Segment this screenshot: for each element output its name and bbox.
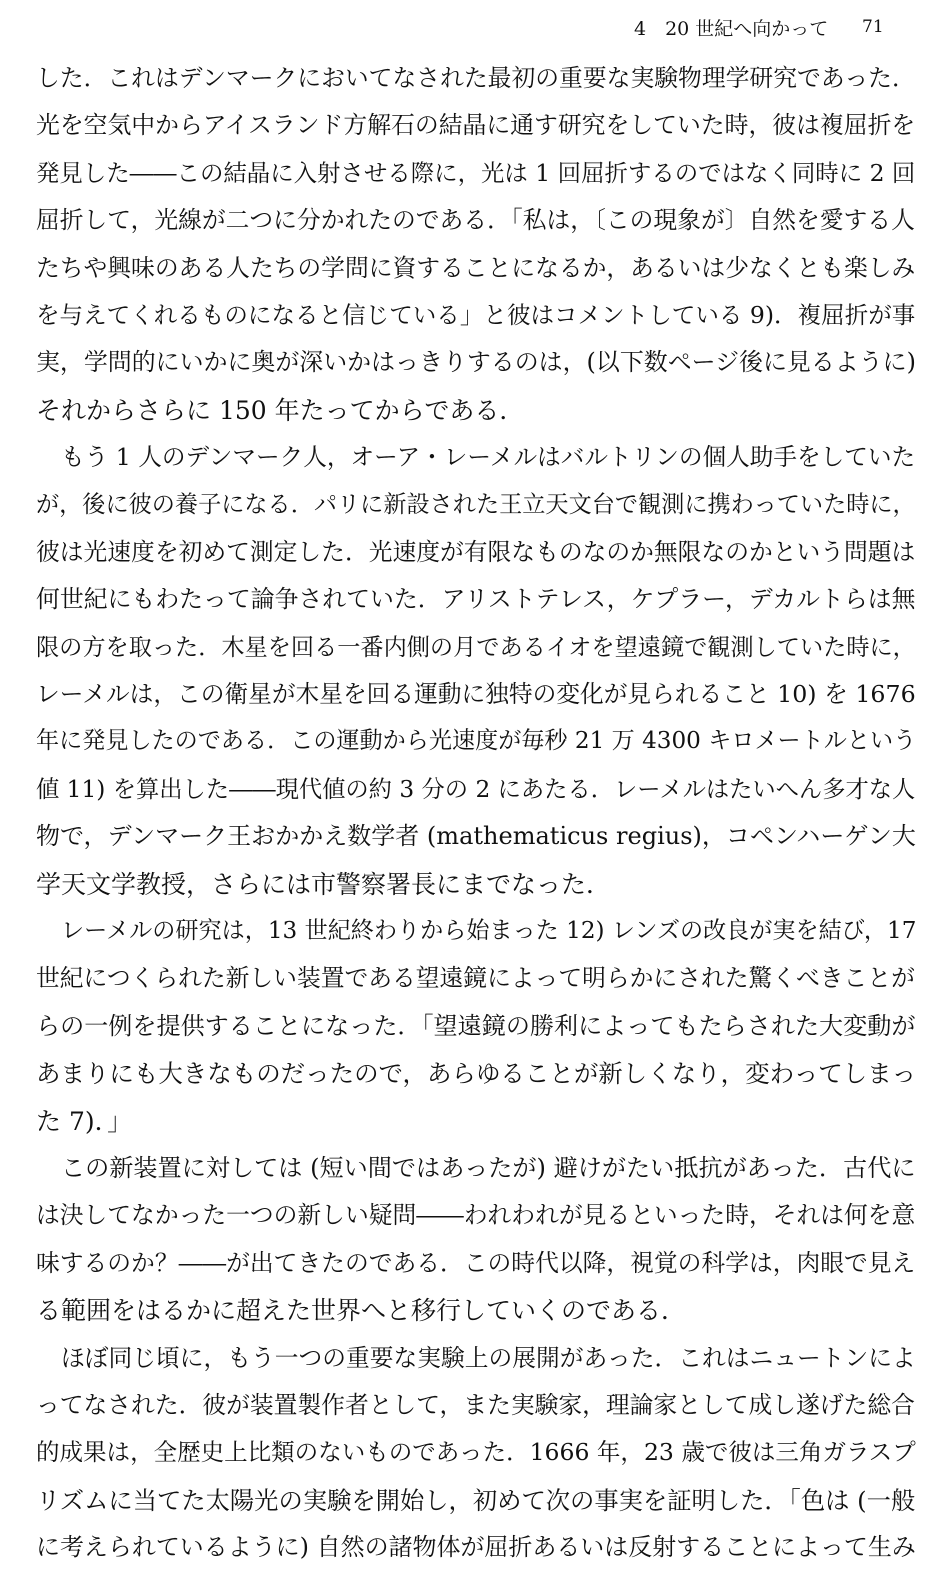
text-line: 限の方を取った．木星を回る一番内側の月であるイオを望遠鏡で観測していた時に， — [36, 633, 916, 661]
text-line: らの一例を提供することになった．「望遠鏡の勝利によってもたらされた大変動が — [36, 1011, 916, 1040]
text-line: 学天文学教授，さらには市警察署長にまでなった． — [36, 869, 612, 899]
body-text — [36, 55, 916, 1572]
text-line: は決してなかった一つの新しい疑問――われわれが見るといった時，それは何を意 — [36, 1201, 916, 1230]
paragraph-first-line: レーメルの研究は，13 世紀終わりから始まった 12) レンズの改良が実を結び，17 — [61, 918, 916, 945]
text-line: 味するのか？――が出てきたのである．この時代以降，視覚の科学は，肉眼で見え — [36, 1248, 916, 1277]
page-number: 71 — [862, 17, 884, 37]
text-line: 値 11) を算出した――現代値の約 3 分の 2 にあたる．レーメルはたいへん多才な人 — [36, 775, 916, 803]
paragraph-first-line: この新装置に対しては (短い間ではあったが) 避けがたい抵抗があった．古代に — [61, 1153, 916, 1182]
text-line: あまりにも大きなものだったので，あらゆることが新しくなり，変わってしまっ — [36, 1059, 916, 1089]
text-line: 物で，デンマーク王おかかえ数学者 (mathematicus regius)，コペンハーゲン大 — [36, 822, 916, 851]
text-line: を与えてくれるものになると信じている」と彼はコメントしている 9)．複屈折が事 — [36, 300, 916, 329]
running-header — [0, 8, 945, 42]
paragraph-first-line: ほぼ同じ頃に，もう一つの重要な実験上の展開があった．これはニュートンによ — [61, 1343, 916, 1372]
text-line: 何世紀にもわたって論争されていた．アリストテレス，ケプラー，デカルトらは無 — [36, 585, 916, 614]
text-line: 的成果は，全歴史上比類のないものであった．1666 年，23 歳で彼は三角ガラスプ — [36, 1438, 916, 1467]
text-line: 光を空気中からアイスランド方解石の結晶に通す研究をしていた時，彼は複屈折を — [36, 111, 916, 140]
text-line: 年に発見したのである．この運動から光速度が毎秒 21 万 4300 キロメートルという — [36, 728, 916, 755]
text-line: ってなされた．彼が装置製作者として，また実験家，理論家として成し遂げた総合 — [36, 1390, 915, 1419]
text-line: 世紀につくられた新しい装置である望遠鏡によって明らかにされた驚くべきことが — [36, 964, 915, 993]
text-line: る範囲をはるかに超えた世界へと移行していくのである． — [36, 1296, 687, 1326]
text-line: 実，学問的にいかに奥が深いかはっきりするのは，(以下数ページ後に見るように) — [36, 348, 916, 377]
text-line: 屈折して，光線が二つに分かれたのである．「私は，〔この現象が〕自然を愛する人 — [36, 206, 915, 235]
text-line: が，後に彼の養子になる．パリに新設された王立天文台で観測に携わっていた時に， — [36, 491, 916, 518]
text-line: 発見した――この結晶に入射させる際に，光は 1 回屈折するのではなく同時に 2 回 — [36, 158, 916, 187]
text-line: 彼は光速度を初めて測定した．光速度が有限なものなのか無限なのかという問題は — [36, 537, 916, 566]
paragraph-first-line: もう 1 人のデンマーク人，オーア・レーメルはバルトリンの個人助手をしていた — [61, 443, 916, 472]
chapter-title: 4 20 世紀へ向かって — [634, 18, 829, 40]
text-line: した．これはデンマークにおいてなされた最初の重要な実験物理学研究であった． — [36, 64, 916, 92]
text-line: リズムに当てた太陽光の実験を開始し，初めて次の事実を証明した．「色は (一般 — [36, 1485, 916, 1515]
text-line: それからさらに 150 年たってからである． — [36, 395, 525, 425]
text-line: た 7)．」 — [36, 1106, 133, 1136]
text-line: レーメルは，この衛星が木星を回る運動に独特の変化が見られること 10) を 1676 — [36, 680, 916, 709]
text-line: たちや興味のある人たちの学問に資することになるか，あるいは少なくとも楽しみ — [36, 253, 916, 282]
text-line: に考えられているように) 自然の諸物体が屈折あるいは反射することによって生み — [36, 1533, 916, 1562]
